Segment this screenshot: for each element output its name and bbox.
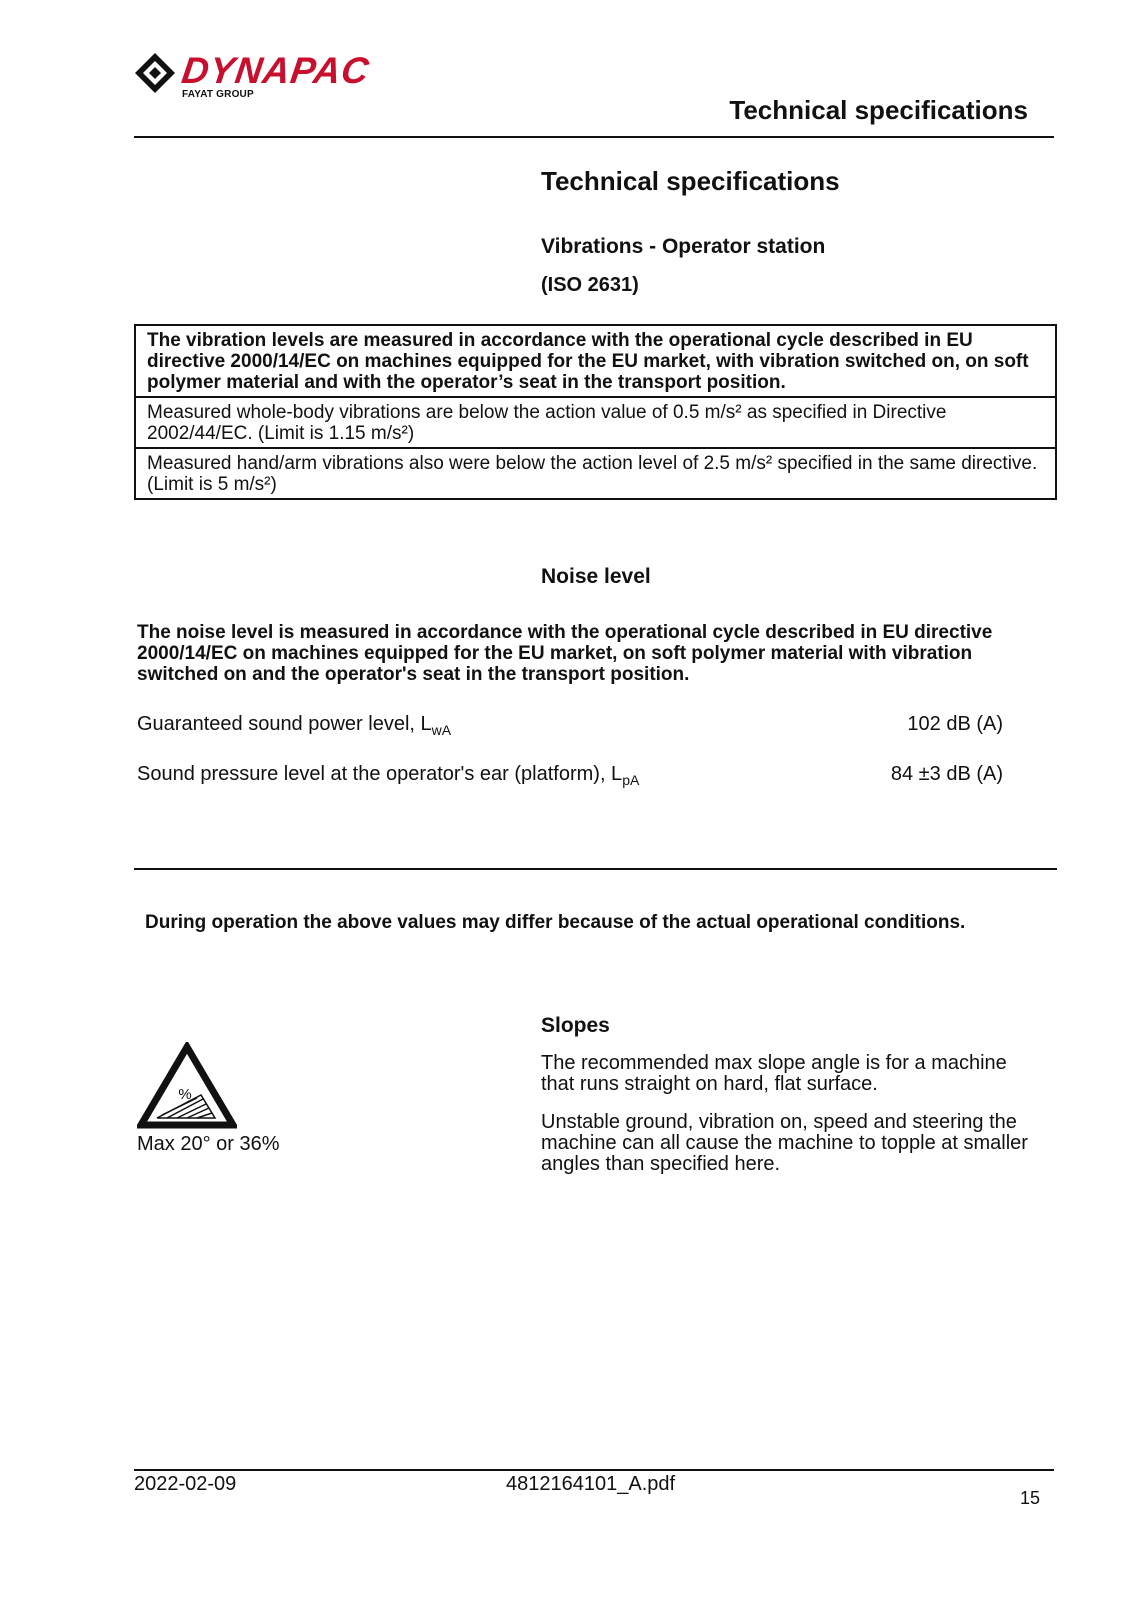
slope-paragraph-2: Unstable ground, vibration on, speed and steering the machine can all cause the machine to topple at smaller angles than specified here. <box>541 1111 1028 1175</box>
section-rule <box>134 868 1057 870</box>
page-number: 15 <box>1020 1488 1041 1508</box>
vibration-info-box <box>134 324 1057 500</box>
noise-heading: Noise level <box>541 565 651 588</box>
slope-percent-symbol: % <box>178 1086 192 1103</box>
header-section-title: Technical specifications <box>729 95 1028 125</box>
caution-note: During operation the above values may differ because of the actual operational conditions. <box>145 912 966 933</box>
vibration-measurement-note: The vibration levels are measured in accordance with the operational cycle described in EU directive 2000/14/EC on machines equipped for the EU market, with vibration switched on, on soft polymer material and with the operator’s seat in the transport position. <box>147 330 1029 393</box>
sound-power-label: Guaranteed sound power level, $L_{wA}$ <box>137 713 452 738</box>
sound-pressure-label: Sound pressure level at the operator's ear (platform), $L_{pA}$ <box>137 763 640 788</box>
dynapac-logo <box>134 50 474 100</box>
footer-filename: 4812164101_A.pdf <box>506 1473 676 1495</box>
dynapac-diamond-icon <box>134 52 176 94</box>
slope-caption: Max 20° or 36% <box>137 1133 280 1155</box>
page-title: Technical specifications <box>541 166 840 196</box>
sound-pressure-subscript: pA <box>622 772 640 788</box>
sound-pressure-value: 84 ±3 dB (A) <box>890 763 1003 785</box>
logo-wordmark: DYNAPAC <box>179 50 373 91</box>
header-rule <box>134 136 1054 138</box>
footer-rule <box>134 1469 1054 1471</box>
whole-body-vibration-note: Measured whole-body vibrations are below the action value of 0.5 m/s² as specified in Directive 2002/44/EC. (Limit is 1.15 m/s²) <box>136 396 1055 447</box>
vibrations-heading: Vibrations - Operator station <box>541 235 826 258</box>
logo-subtext: FAYAT GROUP <box>182 89 254 100</box>
sound-power-subscript: wA <box>431 722 452 738</box>
hand-arm-vibration-note: Measured hand/arm vibrations also were below the action level of 2.5 m/s² specified in the same directive. (Limit is 5 m/s²) <box>136 447 1055 498</box>
slope-warning-icon <box>137 1042 237 1130</box>
noise-intro: The noise level is measured in accordance with the operational cycle described in EU directive 2000/14/EC on machines equipped for the EU market, on soft polymer material with vibration switched on and the operator's seat in the transport position. <box>137 622 993 685</box>
vibrations-standard: (ISO 2631) <box>541 274 639 296</box>
slopes-heading: Slopes <box>541 1014 610 1037</box>
slope-paragraph-1: The recommended max slope angle is for a machine that runs straight on hard, flat surface. <box>541 1052 1007 1095</box>
sound-power-value: 102 dB (A) <box>907 713 1003 735</box>
footer-date: 2022-02-09 <box>134 1473 237 1495</box>
